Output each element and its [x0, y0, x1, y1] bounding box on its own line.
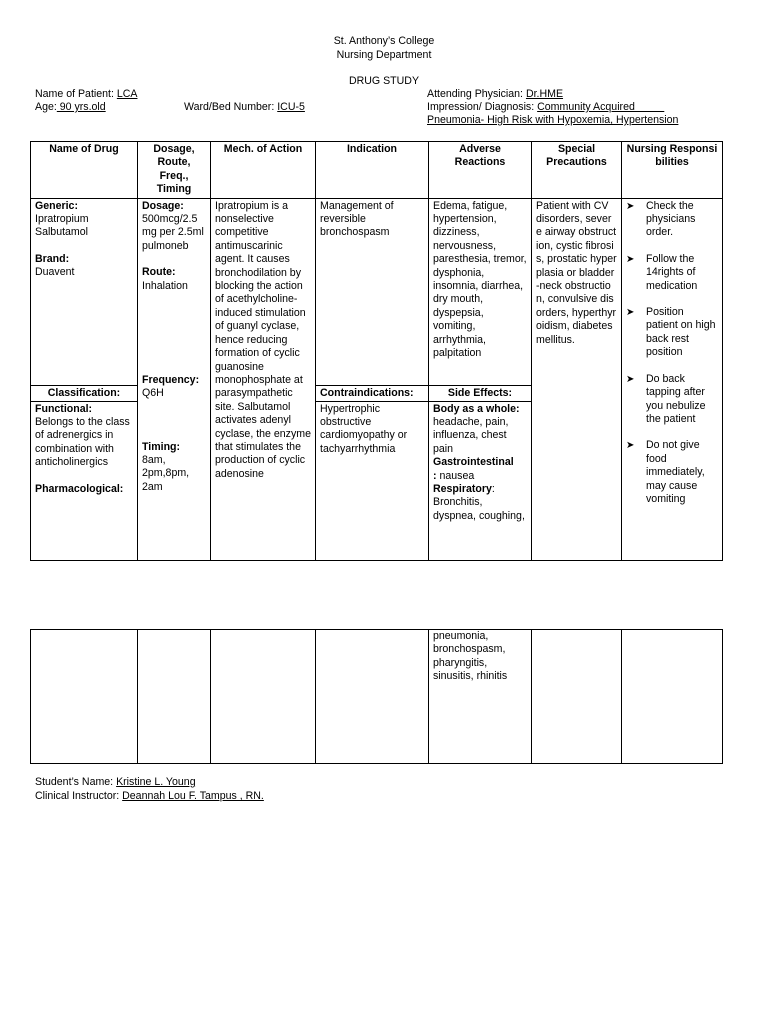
column-header: Name of Drug — [31, 142, 138, 199]
document-title: DRUG STUDY — [348, 75, 420, 87]
nursing-list — [626, 200, 718, 507]
impression-row — [427, 101, 664, 114]
body-value: headache, pain, influenza, chest pain — [433, 416, 509, 455]
list-item: ➤ Do not give food immediately, may cause vomiting — [626, 439, 705, 505]
table-row — [31, 630, 723, 764]
row-divider — [31, 401, 137, 402]
row-divider — [31, 385, 137, 386]
functional-value: Belongs to the class of adrenergics in combination with anticholinergics — [35, 416, 130, 469]
adverse-continued-text: pneumonia, bronchospasm, pharyngitis, sinusitis, rhinitis — [433, 630, 508, 683]
indication-text: Management of reversible bronchospasm — [320, 199, 394, 239]
route-value: Inhalation — [142, 279, 188, 292]
dosage-value: 500mcg/2.5 mg per 2.5ml pulmoneb — [142, 213, 204, 252]
instructor-value: Deannah Lou F. Tampus , RN. — [122, 790, 264, 802]
ward-row — [184, 101, 305, 114]
row-divider — [316, 385, 428, 386]
nursing-cell — [622, 198, 723, 560]
department-name: Nursing Department — [336, 49, 432, 61]
brand-label: Brand: — [35, 252, 70, 265]
college-name: St. Anthony’s College — [333, 35, 435, 47]
impression-label: Impression/ Diagnosis: — [427, 101, 535, 113]
brand-value: Duavent — [35, 266, 75, 279]
pharmacological-label: Pharmacological: — [35, 482, 124, 495]
gi-row — [433, 470, 474, 482]
list-item: ➤ Check the physicians order. — [626, 199, 696, 239]
student-label: Student’s Name: — [35, 776, 114, 788]
column-header: Indication — [316, 142, 429, 199]
impression-value-2: Pneumonia- High Risk with Hypoxemia, Hypertension — [427, 114, 679, 126]
physician-row — [427, 88, 563, 101]
dosage-cell — [138, 198, 211, 560]
row-divider — [429, 401, 531, 402]
adverse-continued-cell — [429, 630, 532, 764]
column-header: Dosage, Route, Freq., Timing — [138, 142, 211, 199]
frequency-value: Q6H — [142, 387, 164, 400]
precautions-text: Patient with CV disorders, severe airway obstruction, cystic fibrosis, prostatic hyperplasia or bladder-neck obstruction, convulsive disorders, hyperthyroidism, diabetes mellitus. — [536, 199, 617, 346]
resp-value: Bronchitis, dyspnea, coughing, — [433, 496, 525, 522]
row-divider — [429, 385, 531, 386]
dosage-label: Dosage: — [142, 199, 184, 212]
patient-age-label: Age: — [35, 101, 57, 113]
row-divider — [316, 401, 428, 402]
contraindications-label: Contraindications: — [320, 386, 414, 399]
list-item: ➤ Follow the 14rights of medication — [626, 252, 698, 292]
functional-label: Functional: — [35, 402, 93, 415]
patient-age-row — [35, 101, 106, 114]
generic-value: Ipratropium Salbutamol — [35, 213, 89, 239]
physician-value: Dr.HME — [525, 88, 564, 100]
physician-label: Attending Physician: — [427, 88, 523, 100]
indication-cell — [316, 198, 429, 560]
patient-age-value: 90 yrs.old — [56, 101, 106, 113]
arrow-bullet-icon: ➤ — [626, 253, 635, 265]
column-header: Special Precautions — [532, 142, 622, 199]
timing-value: 8am, 2pm,8pm, 2am — [142, 454, 190, 493]
instructor-row — [35, 790, 264, 803]
arrow-bullet-icon: ➤ — [626, 440, 635, 452]
student-value: Kristine L. Young — [116, 776, 196, 788]
arrow-bullet-icon: ➤ — [626, 307, 635, 319]
mechanism-cell — [211, 198, 316, 560]
instructor-label: Clinical Instructor: — [35, 790, 120, 802]
ward-value: ICU-5 — [277, 101, 305, 113]
frequency-label: Frequency: — [142, 373, 200, 386]
adverse-text: Edema, fatigue, hypertension, dizziness, nervousness, paresthesia, tremor, dysphonia, insomnia, diarrhea, dry mouth, dyspepsia, vomiting, arrhythmia, palpitation — [433, 199, 527, 360]
gi-value: nausea — [436, 469, 475, 482]
list-item: ➤ Do back tapping after you nebulize the patient — [626, 372, 706, 425]
resp-colon: : — [491, 483, 495, 496]
classification-label: Classification: — [47, 386, 121, 399]
resp-label: Respiratory — [433, 483, 492, 496]
column-header: Nursing Responsibilities — [622, 142, 723, 199]
precautions-cell — [532, 198, 622, 560]
gi-label: Gastrointestinal — [433, 456, 514, 469]
continuation-table — [30, 629, 723, 764]
body-label: Body as a whole: — [433, 402, 520, 415]
arrow-bullet-icon: ➤ — [626, 200, 635, 212]
patient-name-label: Name of Patient: — [35, 88, 114, 100]
drug-study-table — [30, 141, 723, 561]
patient-name-value: LCA — [116, 88, 138, 100]
side-effects-label: Side Effects: — [447, 386, 513, 399]
student-row — [35, 776, 196, 789]
ward-label: Ward/Bed Number: — [184, 101, 275, 113]
timing-label: Timing: — [142, 440, 181, 453]
contraindications-text: Hypertrophic obstructive cardiomyopathy or tachyarrhythmia — [320, 402, 408, 455]
mechanism-text: Ipratropium is a nonselective competitive antimuscarinic agent. It causes bronchodilation by blocking the action of acethylcholine-induced stimulation of guanyl cyclase, hence reducing formation of cyclic guanosine monophosphate at parasympathetic site. Salbutamol activates adenyl cyclase, the enzyme that stimulates the production of cyclic adenosine — [215, 199, 311, 480]
drug-name-cell — [31, 198, 138, 560]
impression-value-1: Community Acquired — [537, 101, 665, 113]
adverse-cell — [429, 198, 532, 560]
list-item: ➤ Position patient on high back rest position — [626, 306, 716, 359]
table-row — [31, 198, 723, 560]
column-header: Mech. of Action — [211, 142, 316, 199]
generic-label: Generic: — [35, 199, 78, 212]
column-header: Adverse Reactions — [429, 142, 532, 199]
patient-name-row — [35, 88, 137, 101]
route-label: Route: — [142, 266, 176, 279]
gi-colon: : — [433, 469, 437, 482]
arrow-bullet-icon: ➤ — [626, 373, 635, 385]
table-header-row — [31, 142, 723, 199]
